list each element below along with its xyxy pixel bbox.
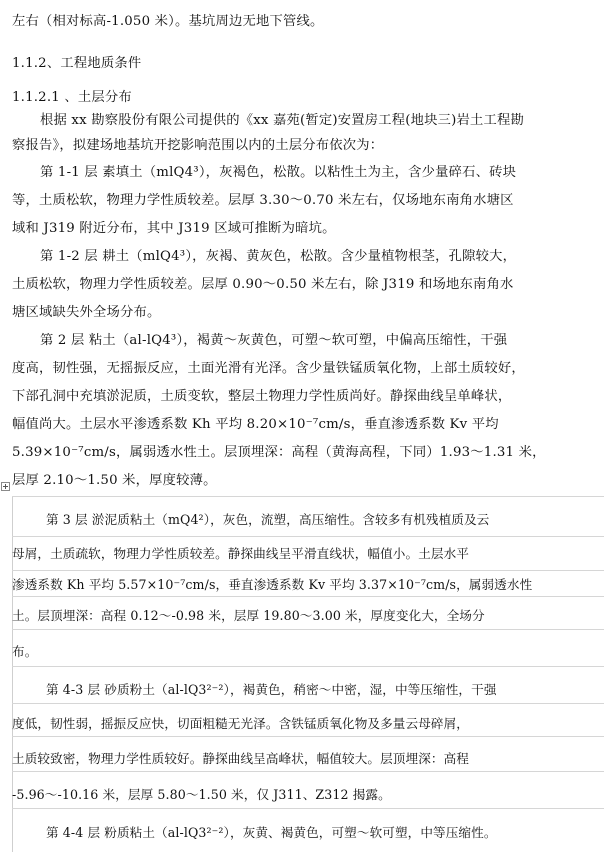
table-line: -5.96～-10.16 米，层厚 5.80～1.50 米，仅 J311、Z312 揭露。 (12, 787, 391, 802)
text-line: 第 1-2 层 耕土（mlQ4³），灰褐、黄灰色，松散。含少量植物根茎，孔隙较大， (40, 249, 517, 264)
table-row-divider (12, 629, 604, 630)
table-line: 度低，韧性弱，摇振反应快，切面粗糙无光泽。含铁锰质氧化物及多量云母碎屑， (12, 716, 469, 731)
table-row-divider (12, 570, 604, 571)
table-row-divider (12, 703, 604, 704)
table-line: 土质较致密，物理力学性质较好。静探曲线呈高峰状，幅值较大。层顶埋深：高程 (12, 751, 469, 766)
table-row-divider (12, 536, 604, 537)
table-line: 土。层顶埋深：高程 0.12～-0.98 米，层厚 19.80～3.00 米，厚度变化大，全场分 (12, 608, 485, 623)
text-line: 察报告》，拟建场地基坑开挖影响范围以内的土层分布依次为： (12, 138, 384, 153)
table-row-divider (12, 666, 604, 667)
table-row-divider (12, 496, 604, 497)
text-line: 下部孔洞中充填淤泥质，土质变软，整层土物理力学性质尚好。静探曲线呈单峰状， (12, 389, 512, 404)
table-row-divider (12, 771, 604, 772)
table-row-divider (12, 596, 604, 597)
table-line: 布。 (12, 644, 38, 659)
section-heading: 1.1.2、工程地质条件 (12, 56, 142, 71)
text-line: 层厚 2.10～1.50 米，厚度较薄。 (12, 473, 217, 488)
table-row-divider (12, 736, 604, 737)
text-line: 5.39×10⁻⁷cm/s，属弱透水性土。层顶埋深：高程（黄海高程，下同）1.93～1.31 米， (12, 445, 546, 460)
table-move-handle-icon[interactable] (1, 482, 10, 491)
text-line: 域和 J319 附近分布，其中 J319 区域可推断为暗坑。 (12, 221, 336, 236)
text-line: 度高，韧性强，无摇振反应，土面光滑有光泽。含少量铁锰质氧化物，上部土质较好， (12, 361, 525, 376)
table-line: 第 3 层 淤泥质粘土（mQ4²），灰色，流塑，高压缩性。含较多有机残植质及云 (46, 512, 490, 527)
table-line: 第 4-3 层 砂质粉土（al-lQ3²⁻²），褐黄色，稍密～中密，湿，中等压缩性，干强 (46, 682, 497, 697)
text-line: 等，土质松软，物理力学性质较差。层厚 3.30～0.70 米左右，仅场地东南角水塘区 (12, 193, 514, 208)
text-line: 根据 xx 勘察股份有限公司提供的《xx 嘉苑(暂定)安置房工程(地块三)岩土工程勘 (40, 113, 525, 128)
table-line: 渗透系数 Kh 平均 5.57×10⁻⁷cm/s，垂直渗透系数 Kv 平均 3.37×10⁻⁷cm/s，属弱透水性 (12, 577, 533, 592)
table-line: 母屑，土质疏软，物理力学性质较差。静探曲线呈平滑直线状，幅值小。土层水平 (12, 546, 469, 561)
text-line: 左右（相对标高-1.050 米）。基坑周边无地下管线。 (12, 14, 324, 29)
subsection-heading: 1.1.2.1 、土层分布 (12, 90, 132, 105)
text-line: 塘区域缺失外全场分布。 (12, 305, 161, 320)
table-line: 第 4-4 层 粉质粘土（al-lQ3²⁻²），灰黄、褐黄色，可塑～软可塑，中等压缩性。 (46, 825, 497, 840)
text-line: 第 2 层 粘土（al-lQ4³），褐黄～灰黄色，可塑～软可塑，中偏高压缩性，干强 (40, 333, 508, 348)
text-line: 幅值尚大。土层水平渗透系数 Kh 平均 8.20×10⁻⁷cm/s，垂直渗透系数 Kv 平均 (12, 417, 499, 432)
table-row-divider (12, 808, 604, 809)
text-line: 土质松软，物理力学性质较差。层厚 0.90～0.50 米左右，除 J319 和场地东南角水 (12, 277, 514, 292)
text-line: 第 1-1 层 素填土（mlQ4³），灰褐色，松散。以粘性土为主，含少量碎石、砖块 (40, 165, 517, 180)
